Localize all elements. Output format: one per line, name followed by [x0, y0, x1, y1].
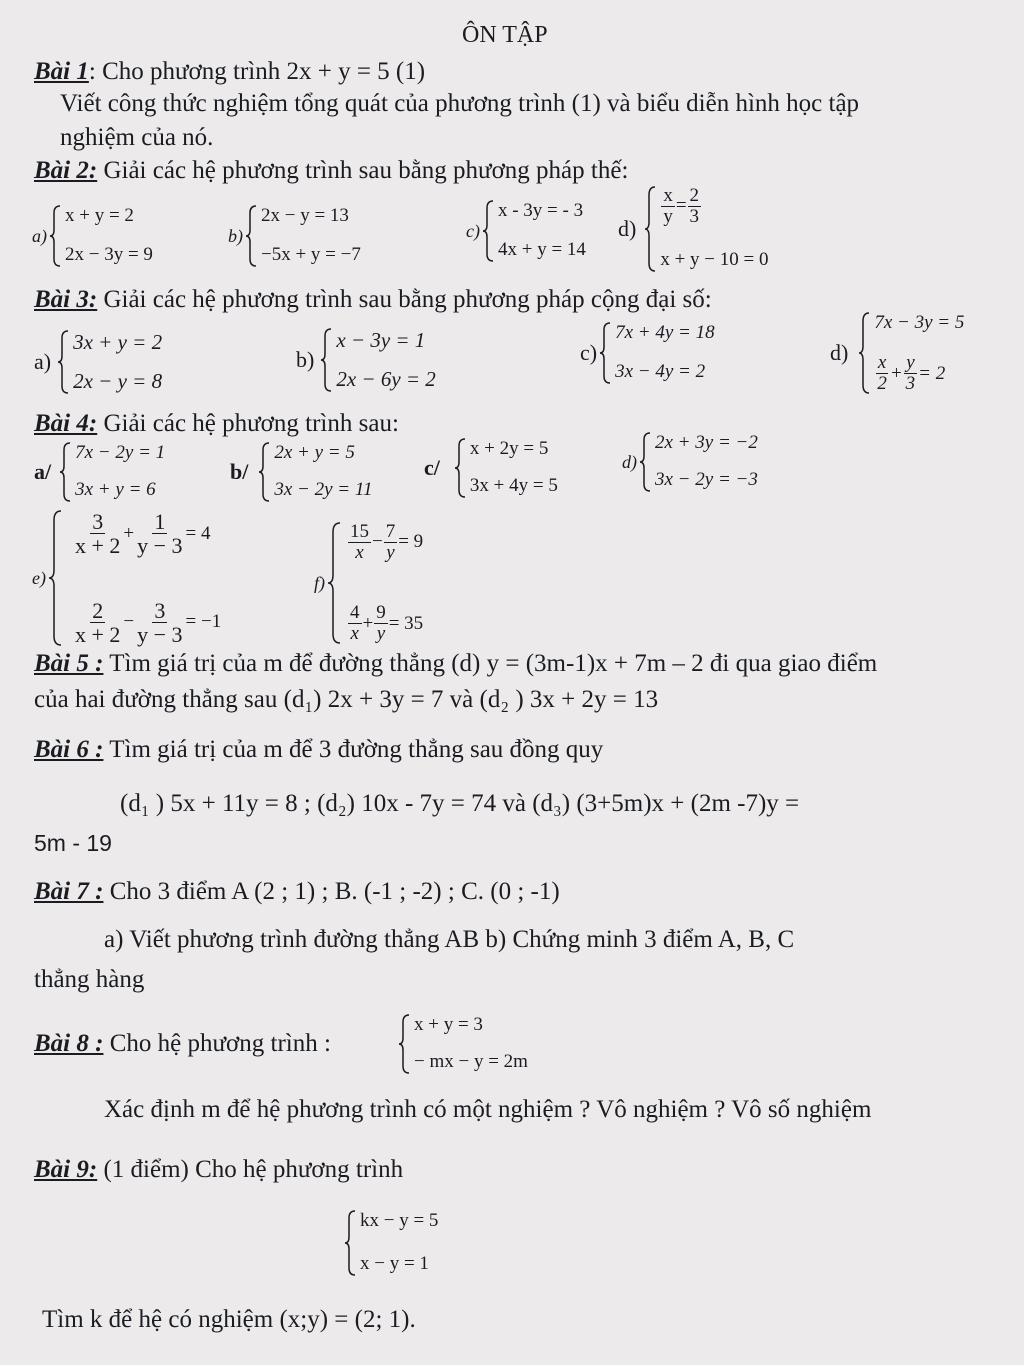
brace-icon: [639, 432, 651, 492]
brace-icon: [482, 200, 494, 262]
equation-line: 2x − y = 8: [73, 368, 163, 393]
exercise-3-system-c: [580, 322, 715, 384]
equation-line: 3x + 4y = 5: [469, 475, 558, 497]
brace-icon: [858, 312, 870, 394]
numerator: 3: [154, 597, 166, 623]
numerator: 3: [92, 509, 104, 534]
system-label: a/: [34, 459, 52, 484]
equation-line: 2x + 3y = −2: [655, 432, 758, 453]
exercise-9-heading: [34, 1156, 403, 1184]
exercise-7-heading: [34, 878, 560, 906]
system-label: c): [580, 340, 598, 365]
numerator: 2: [689, 185, 700, 206]
exercise-1-text: : Cho phương trình 2x + y = 5 (1): [88, 58, 426, 85]
brace-icon: [49, 205, 61, 267]
exercise-1-heading: [34, 58, 425, 86]
exercise-7-line-2: a) Viết phương trình đường thẳng AB b) Chứng minh 3 điểm A, B, C: [104, 926, 795, 953]
equation-line: x + y = 3: [414, 1014, 483, 1035]
denominator: y − 3: [137, 621, 183, 647]
equation-line: x − 3y = 1: [336, 328, 426, 352]
exercise-2-text: Giải các hệ phương trình sau bằng phương pháp thế:: [97, 157, 629, 184]
brace-icon: [398, 1014, 410, 1074]
exercise-9-line-2: Tìm k để hệ có nghiệm (x;y) = (2; 1).: [42, 1306, 416, 1333]
exercise-2-system-d: [618, 186, 768, 272]
system-label: b): [296, 347, 315, 372]
fraction: [661, 186, 675, 227]
fraction: [904, 353, 918, 394]
equation-rhs: = 35: [388, 612, 424, 634]
exercise-4-system-e: [32, 510, 221, 646]
exercise-5-label: Bài 5 :: [34, 650, 104, 677]
fraction: [384, 522, 398, 563]
numerator: x: [877, 352, 887, 374]
brace-icon: [48, 510, 62, 646]
system-label: c/: [424, 455, 440, 480]
equation-line: 7x − 2y = 1: [75, 442, 166, 463]
equation-line: x + 2y = 5: [469, 438, 549, 459]
plus-sign: +: [362, 612, 374, 634]
denominator: x + 2: [74, 533, 121, 559]
system-label: a): [34, 349, 52, 374]
equation-line: 2x − 3y = 9: [65, 244, 153, 266]
system-label: d): [618, 216, 637, 241]
equation-line: [72, 510, 221, 557]
exercise-4-system-a: [34, 442, 165, 502]
numerator: 9: [376, 602, 386, 624]
system-label: c): [466, 220, 480, 241]
system-label: a): [32, 225, 47, 246]
minus-sign: −: [372, 531, 383, 553]
denominator: 2: [877, 373, 887, 395]
exercise-4-heading: [34, 410, 399, 438]
equation-line: [347, 522, 423, 563]
fraction: [73, 599, 122, 646]
numerator: y: [906, 352, 915, 374]
numerator: 4: [350, 602, 360, 624]
exercise-4-label: Bài 4:: [34, 410, 98, 437]
denominator: y − 3: [137, 533, 183, 559]
denominator: x: [355, 541, 364, 563]
page-title: ÔN TẬP: [462, 22, 548, 48]
denominator: 3: [689, 205, 700, 227]
equation-rhs: = −1: [185, 611, 222, 633]
exercise-3-text: Giải các hệ phương trình sau bằng phương pháp cộng đại số:: [97, 286, 712, 313]
fraction: [135, 599, 184, 646]
exercise-8-heading: [34, 1030, 331, 1058]
exercise-5-line-2: của hai đường thẳng sau (d₁) 2x + 3y = 7 và (d₂ ) 3x + 2y = 13: [34, 686, 659, 713]
system-label: d): [830, 340, 849, 365]
equation-line: 3x − 2y = 11: [274, 479, 373, 501]
denominator: 3: [905, 373, 916, 395]
brace-icon: [59, 442, 71, 502]
exercise-7-text: Cho 3 điểm A (2 ; 1) ; B. (-1 ; -2) ; C. (0 ; -1): [103, 878, 560, 905]
exercise-3-system-b: [296, 328, 436, 392]
exercise-2-label: Bài 2:: [34, 157, 98, 184]
denominator: x: [350, 623, 359, 645]
fraction: [374, 603, 388, 644]
exercise-4-system-b: [230, 442, 372, 502]
equation-rhs: = 4: [185, 522, 211, 544]
brace-icon: [258, 442, 270, 502]
system-label: b): [228, 225, 243, 246]
numerator: 2: [92, 597, 104, 623]
denominator: y: [386, 541, 395, 563]
system-label: b/: [230, 459, 249, 484]
equation-line: 2x − 6y = 2: [336, 366, 436, 391]
exercise-6-line-2: (d₁ ) 5x + 11y = 8 ; (d₂) 10x - 7y = 74 và (d₃) (3+5m)x + (2m -7)y =: [120, 790, 800, 817]
brace-icon: [320, 328, 332, 392]
numerator: 7: [385, 521, 396, 542]
fraction: [348, 522, 371, 563]
exercise-5-text: Tìm giá trị của m để đường thẳng (d) y = (3m-1)x + 7m – 2 đi qua giao điểm: [103, 650, 878, 677]
exercise-2-heading: [34, 157, 628, 185]
equals-sign: =: [675, 195, 687, 217]
denominator: y: [663, 205, 673, 227]
exercise-7-line-3: thẳng hàng: [34, 966, 145, 993]
system-label: f): [314, 572, 325, 593]
brace-icon: [245, 205, 257, 267]
exercise-1-label: Bài 1: [34, 58, 89, 85]
fraction: [688, 186, 702, 227]
denominator: y: [376, 623, 386, 645]
system-label: e): [32, 567, 46, 588]
equation-line: x − y = 1: [360, 1253, 429, 1275]
exercise-9-text: (1 điểm) Cho hệ phương trình: [97, 1156, 404, 1183]
equation-line: [660, 186, 768, 227]
exercise-2-system-c: [466, 200, 586, 262]
exercise-8-line-2: Xác định m để hệ phương trình có một nghiệm ? Vô nghiệm ? Vô số nghiệm: [104, 1096, 872, 1123]
system-label: d): [622, 451, 637, 472]
minus-sign: −: [123, 611, 135, 633]
equation-line: 2x + y = 5: [274, 442, 355, 463]
exercise-8-label: Bài 8 :: [34, 1030, 104, 1057]
equation-line: 7x + 4y = 18: [615, 322, 715, 343]
equation-line: 3x − 2y = −3: [655, 469, 758, 491]
numerator: 1: [154, 509, 166, 534]
exercise-3-label: Bài 3:: [34, 286, 98, 313]
fraction: [135, 510, 184, 557]
plus-sign: +: [889, 362, 903, 384]
equation-line: x - 3y = - 3: [497, 200, 584, 221]
exercise-6-text: Tìm giá trị của m để 3 đường thẳng sau đồng quy: [103, 736, 604, 763]
exercise-8-text: Cho hệ phương trình :: [103, 1030, 331, 1057]
exercise-3-system-a: [34, 330, 162, 394]
brace-icon: [454, 438, 466, 498]
brace-icon: [599, 322, 611, 384]
equation-line: −5x + y = −7: [261, 244, 361, 266]
exercise-4-system-f: [314, 522, 423, 644]
equation-line: 2x − y = 13: [261, 205, 349, 226]
equation-line: x + y = 2: [65, 205, 134, 226]
exercise-1-body-line-2: nghiệm của nó.: [60, 124, 214, 151]
exercise-2-system-b: [228, 205, 361, 267]
exercise-6-label: Bài 6 :: [34, 736, 104, 763]
exercise-2-system-a: [32, 205, 153, 267]
equation-line: [72, 599, 221, 646]
plus-sign: +: [123, 522, 135, 544]
fraction: [348, 603, 362, 644]
exercise-7-label: Bài 7 :: [34, 878, 104, 905]
exercise-4-text: Giải các hệ phương trình sau:: [97, 410, 399, 437]
brace-icon: [327, 522, 341, 644]
brace-icon: [644, 186, 656, 272]
exercise-3-heading: [34, 286, 712, 314]
fraction: [73, 510, 122, 557]
brace-icon: [344, 1210, 356, 1276]
equation-line: 3x + y = 6: [75, 479, 156, 501]
brace-icon: [57, 330, 69, 394]
exercise-9-system: [344, 1210, 438, 1276]
equation-line: [347, 603, 423, 644]
equation-line: x + y − 10 = 0: [660, 249, 769, 271]
exercise-5-heading: [34, 650, 877, 678]
denominator: x + 2: [74, 621, 121, 647]
equation-line: 3x + y = 2: [73, 330, 163, 354]
equation-line: [874, 353, 964, 394]
exercise-9-label: Bài 9:: [34, 1156, 98, 1183]
exercise-4-system-c: [424, 438, 558, 498]
exercise-4-system-d: [622, 432, 758, 492]
equation-line: kx − y = 5: [360, 1210, 439, 1231]
equation-line: 7x − 3y = 5: [874, 312, 965, 333]
equation-line: 3x − 4y = 2: [615, 361, 706, 383]
exercise-6-line-3: 5m - 19: [34, 830, 112, 856]
numerator: 15: [350, 521, 369, 542]
equation-rhs: = 2: [918, 362, 946, 384]
equation-line: 4x + y = 14: [497, 239, 586, 261]
exercise-8-system: [398, 1014, 528, 1074]
exercise-3-system-d: [830, 312, 964, 394]
equation-rhs: = 9: [398, 531, 424, 553]
equation-line: − mx − y = 2m: [414, 1051, 528, 1073]
fraction: [875, 353, 889, 394]
exercise-1-body-line-1: Viết công thức nghiệm tổng quát của phương trình (1) và biểu diễn hình học tập: [60, 90, 860, 117]
exercise-6-heading: [34, 736, 603, 764]
numerator: x: [663, 185, 673, 206]
